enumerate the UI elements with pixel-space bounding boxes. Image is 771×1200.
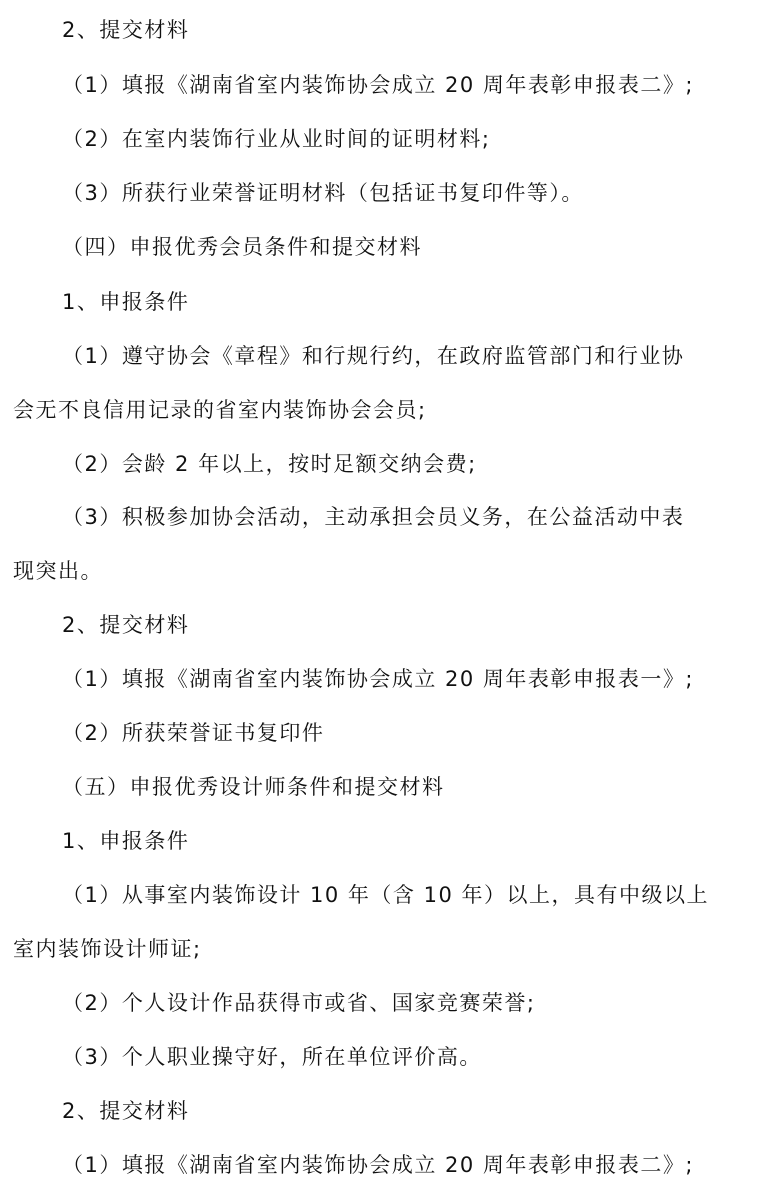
paragraph-line: （3）个人职业操守好，所在单位评价高。 [62, 1045, 482, 1069]
paragraph-line: （2）所获荣誉证书复印件 [62, 721, 325, 745]
section-heading: （五）申报优秀设计师条件和提交材料 [62, 775, 445, 799]
section-heading: 2、提交材料 [62, 18, 190, 42]
paragraph-line: （2）会龄 2 年以上，按时足额交纳会费; [62, 452, 477, 476]
section-heading: 2、提交材料 [62, 1099, 190, 1123]
paragraph-line: （2）在室内装饰行业从业时间的证明材料; [62, 127, 491, 151]
paragraph-line: （1）从事室内装饰设计 10 年（含 10 年）以上，具有中级以上 [62, 883, 710, 907]
paragraph-line: （2）个人设计作品获得市或省、国家竞赛荣誉; [62, 991, 536, 1015]
paragraph-line: （3）所获行业荣誉证明材料（包括证书复印件等）。 [62, 181, 584, 205]
paragraph-line: （1）填报《湖南省室内装饰协会成立 20 周年表彰申报表一》; [62, 667, 695, 691]
paragraph-line: （1）填报《湖南省室内装饰协会成立 20 周年表彰申报表二》; [62, 1153, 695, 1177]
section-heading: （四）申报优秀会员条件和提交材料 [62, 235, 422, 259]
paragraph-line: 会无不良信用记录的省室内装饰协会会员; [13, 398, 427, 422]
paragraph-line: （3）积极参加协会活动，主动承担会员义务，在公益活动中表 [62, 505, 685, 529]
paragraph-line: 室内装饰设计师证; [13, 937, 202, 961]
paragraph-line: 现突出。 [13, 559, 103, 583]
section-heading: 2、提交材料 [62, 613, 190, 637]
section-heading: 1、申报条件 [62, 290, 190, 314]
paragraph-line: （1）遵守协会《章程》和行规行约，在政府监管部门和行业协 [62, 344, 685, 368]
section-heading: 1、申报条件 [62, 829, 190, 853]
paragraph-line: （1）填报《湖南省室内装饰协会成立 20 周年表彰申报表二》; [62, 73, 695, 97]
